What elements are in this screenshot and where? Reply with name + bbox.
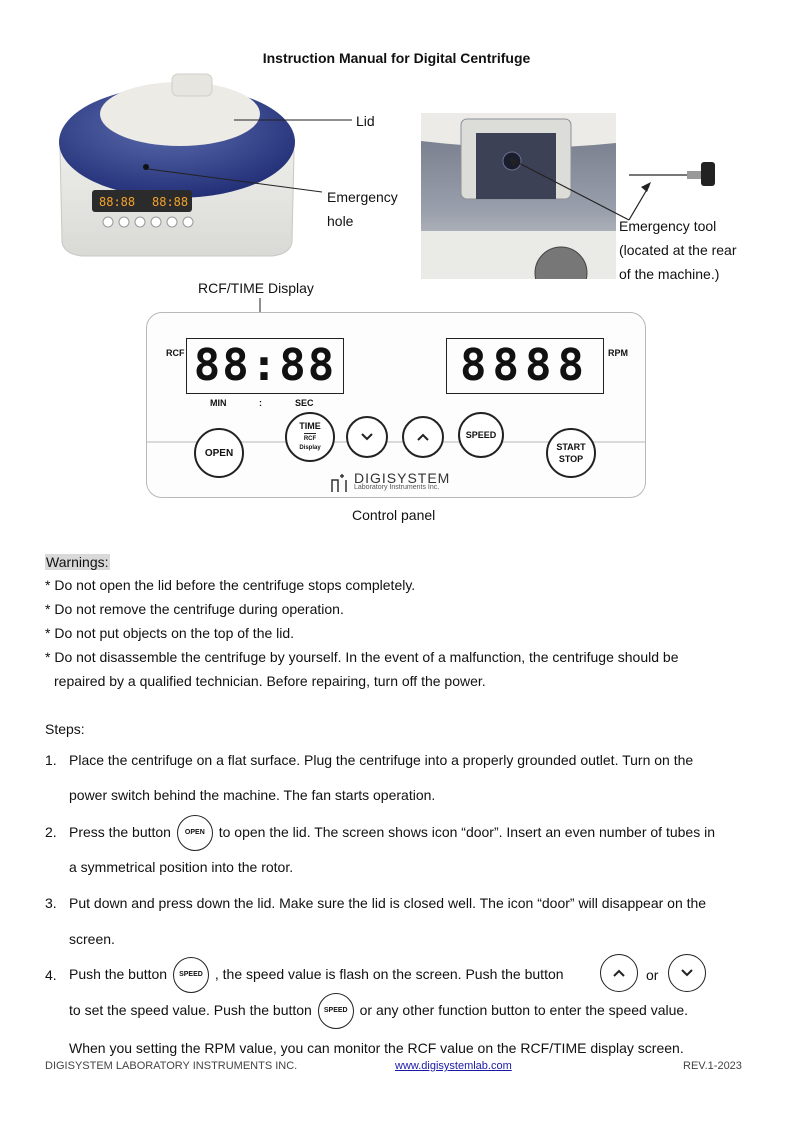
panel-sec-label: SEC [295, 398, 314, 408]
emergency-hole-label-line2: hole [327, 213, 354, 229]
panel-speed-button [458, 412, 504, 458]
steps-heading: Steps: [45, 721, 85, 737]
device-display-right: 88:88 [152, 195, 189, 209]
panel-time-button [285, 412, 335, 462]
device-display-left: 88:88 [99, 195, 136, 209]
inline-up-button-icon [600, 954, 638, 992]
warning-item: * Do not open the lid before the centrifuge stops completely. [45, 577, 416, 593]
footer-website-link[interactable]: www.digisystemlab.com [395, 1060, 512, 1072]
panel-left-digits: 88:88 [193, 340, 337, 391]
panel-brand-name: DIGISYSTEM [354, 470, 451, 486]
step-text [69, 814, 759, 851]
step-text-part: to set the speed value. Push the button [69, 1002, 312, 1018]
rcf-time-display-label: RCF/TIME Display [198, 280, 314, 296]
inline-open-button-icon: OPEN [177, 815, 213, 851]
chevron-up-icon [612, 968, 626, 978]
panel-right-digits: 8888 [460, 340, 590, 391]
warning-item: repaired by a qualified technician. Before repairing, turn off the power. [54, 673, 486, 689]
panel-brand-sub: Laboratory Instruments Inc. [354, 484, 440, 491]
brand-logo-icon [330, 472, 350, 494]
warnings-heading: Warnings: [46, 554, 109, 570]
step-text-part: to open the lid. The screen shows icon “door”. Insert an even number of tubes in [218, 824, 715, 840]
panel-up-button [402, 416, 444, 458]
inline-speed-button-icon: SPEED [318, 993, 354, 1029]
panel-start-label: START [556, 442, 586, 452]
chevron-down-icon [680, 968, 694, 978]
step-number: 3. [45, 895, 57, 911]
emergency-tool-label-line2: (located at the rear [619, 242, 737, 258]
panel-stop-label: STOP [558, 454, 584, 464]
step-text: a symmetrical position into the rotor. [69, 859, 294, 875]
emergency-tool-label-line3: of the machine.) [619, 266, 720, 282]
panel-time-label: TIME [299, 420, 321, 431]
step-text: screen. [69, 931, 115, 947]
chevron-down-icon [360, 432, 374, 442]
warning-item: * Do not remove the centrifuge during operation. [45, 601, 344, 617]
panel-start-stop-button [546, 428, 596, 478]
emergency-hole-leader-line [146, 166, 326, 196]
panel-colon-label: : [259, 398, 262, 408]
step-text-or: or [646, 967, 659, 983]
panel-rpm-label: RPM [608, 348, 628, 358]
step-text: Place the centrifuge on a flat surface. Plug the centrifuge into a properly grounded outlet. Turn on the [69, 752, 694, 768]
step-text-part: Press the button [69, 824, 171, 840]
step-number: 2. [45, 824, 57, 840]
warning-item: * Do not put objects on the top of the lid. [45, 625, 295, 641]
panel-down-button [346, 416, 388, 458]
warning-item: * Do not disassemble the centrifuge by yourself. In the event of a malfunction, the centrifuge should be [45, 649, 679, 665]
control-panel-caption: Control panel [352, 507, 436, 523]
lid-label: Lid [356, 113, 375, 129]
panel-right-display [446, 338, 604, 394]
emergency-hole-label-line1: Emergency [327, 189, 398, 205]
panel-rcf-label: RCF [166, 348, 185, 358]
step-text: Put down and press down the lid. Make sure the lid is closed well. The icon “door” will disappear on the [69, 895, 707, 911]
panel-open-button [194, 428, 244, 478]
step-text: When you setting the RPM value, you can monitor the RCF value on the RCF/TIME display screen. [69, 1040, 684, 1056]
panel-speed-label: SPEED [465, 429, 497, 440]
step-text-part: or any other function button to enter the speed value. [359, 1002, 689, 1018]
footer-company: DIGISYSTEM LABORATORY INSTRUMENTS INC. [45, 1060, 298, 1072]
step-text-part: Push the button [69, 966, 168, 982]
chevron-up-icon [416, 432, 430, 442]
panel-brand-logo [330, 470, 470, 496]
panel-time-rcf-label: RCF [304, 433, 316, 444]
panel-min-label: MIN [210, 398, 227, 408]
emergency-tool-label-line1: Emergency tool [619, 218, 717, 234]
panel-time-display-label: Display [299, 444, 321, 451]
step-text-part: , the speed value is flash on the screen. Push the button [214, 966, 564, 982]
footer-revision: REV.1-2023 [683, 1060, 742, 1072]
panel-open-label: OPEN [204, 447, 234, 459]
inline-down-button-icon [668, 954, 706, 992]
lid-leader-line [230, 110, 360, 140]
step-text [69, 992, 759, 1029]
step-number: 1. [45, 752, 57, 768]
inline-speed-button-icon: SPEED [173, 957, 209, 993]
step-text: power switch behind the machine. The fan starts operation. [69, 787, 436, 803]
panel-left-display [186, 338, 344, 394]
step-number: 4. [45, 967, 57, 983]
page-title: Instruction Manual for Digital Centrifuge [262, 50, 531, 66]
